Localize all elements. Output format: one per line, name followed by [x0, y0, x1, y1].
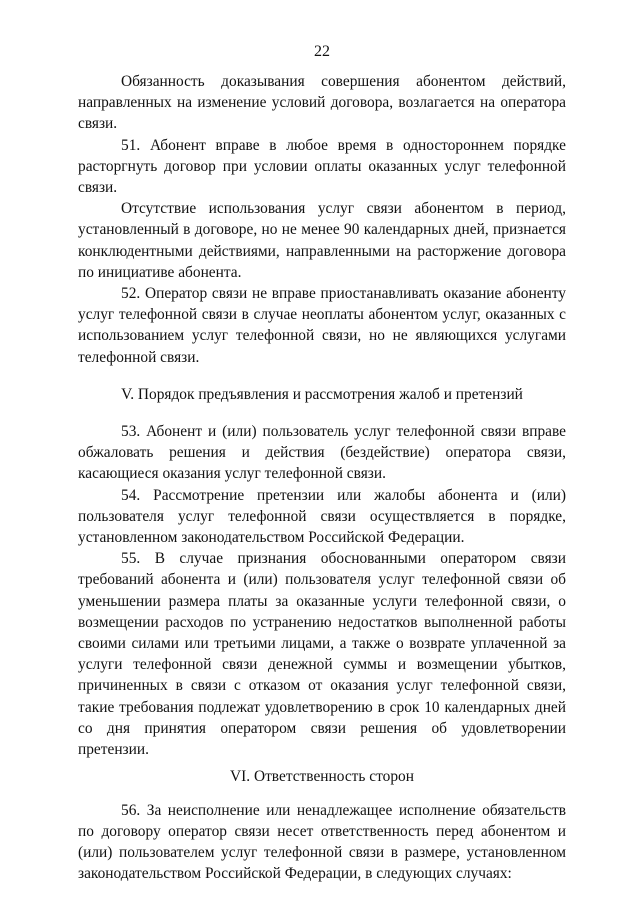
paragraph-51: 51. Абонент вправе в любое время в одностороннем порядке расторгнуть договор при условии оплаты оказанных услуг телефонной связи. — [78, 136, 566, 197]
section-5-heading: V. Порядок предъявления и рассмотрения жалоб и претензий — [121, 385, 523, 403]
paragraph-54: 54. Рассмотрение претензии или жалобы абонента и (или) пользователя услуг телефонной связи осуществляется в порядке, установленном законодательством Российской Федерации. — [78, 486, 566, 547]
page-number: 22 — [314, 43, 330, 60]
paragraph-56: 56. За неисполнение или ненадлежащее исполнение обязательств по договору оператор связи несет ответственность перед абонентом и (или) пользователем услуг телефонной связи в размере, установленном законодательством Российской Федерации, в следующих случаях: — [78, 801, 566, 883]
paragraph-obligation-of-proof: Обязанность доказывания совершения абонентом действий, направленных на изменение условий договора, возлагается на оператора связи. — [78, 73, 566, 133]
document-body — [78, 71, 566, 884]
paragraph-51-continuation: Отсутствие использования услуг связи абонентом в период, установленный в договоре, но не менее 90 календарных дней, признается конклюдентными действиями, направленными на расторжение договора по инициативе абонента. — [78, 200, 566, 281]
paragraph-55: 55. В случае признания обоснованными оператором связи требований абонента и (или) пользователя услуг телефонной связи об уменьшении размера платы за оказанные услуги телефонной связи, о возмещении расходов по устранению недостатков выполненной работы своими силами или третьими лицами, а также о возврате уплаченной за услуги телефонной связи денежной суммы и возмещении убытков, причиненных в связи с отказом от оказания услуг телефонной связи, такие требования подлежат удовлетворению в срок 10 календарных дней со дня принятия оператором связи решения об удовлетворении претензии. — [78, 550, 566, 759]
section-6-heading: VI. Ответственность сторон — [230, 768, 414, 786]
paragraph-52: 52. Оператор связи не вправе приостанавливать оказание абоненту услуг телефонной связи в случае неоплаты абонентом услуг, оказанных с использованием услуг телефонной связи, но не являющихся услугами телефонной связи. — [78, 285, 566, 366]
paragraph-53: 53. Абонент и (или) пользователь услуг телефонной связи вправе обжаловать решения и действия (бездействие) оператора связи, касающиеся оказания услуг телефонной связи. — [78, 423, 566, 483]
